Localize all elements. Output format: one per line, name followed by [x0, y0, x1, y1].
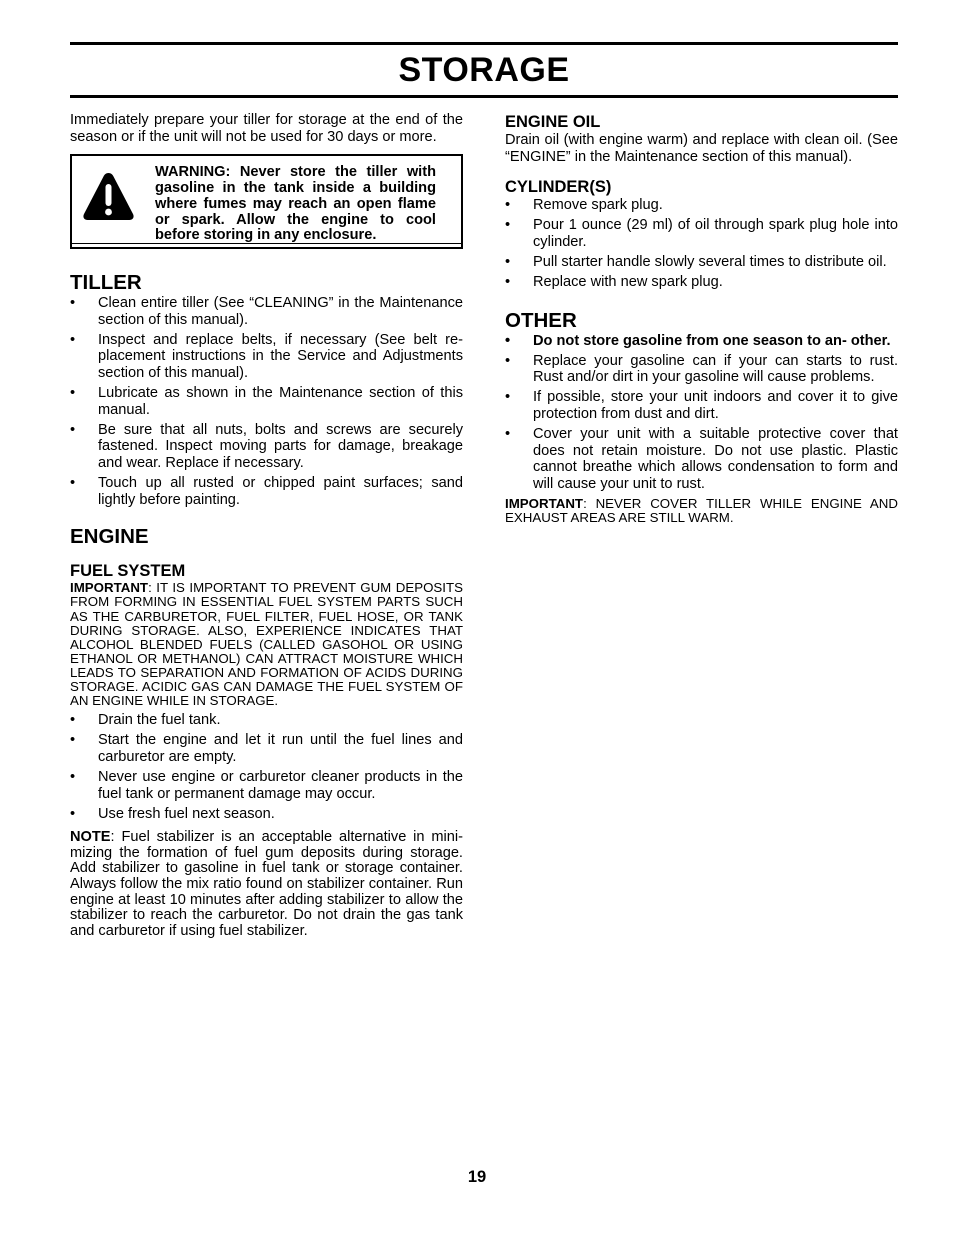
- important-text: : NEVER COVER TILLER WHILE ENGINE AND EXHAUST AREAS ARE STILL WARM.: [505, 495, 898, 525]
- list-item: • Be sure that all nuts, bolts and screws are securely fastened. Inspect moving parts for damage, breakage and wear. Replace if necessary.: [70, 422, 463, 472]
- important-label: IMPORTANT: [70, 580, 149, 596]
- list-item: • Replace with new spark plug.: [505, 274, 898, 291]
- list-item: • Clean entire tiller (See “CLEANING” in the Maintenance section of this manual).: [70, 295, 463, 328]
- warning-box: [70, 154, 463, 249]
- warning-text: WARNING: Never store the tiller with gasoline in the tank inside a building where fumes may reach an open flame or spark. Allow the engine to cool before storing in any enclosure.: [155, 164, 436, 244]
- left-column: [70, 112, 463, 939]
- intro-paragraph: Immediately prepare your tiller for storage at the end of the season or if the unit will not be used for 30 days or more.: [70, 112, 463, 145]
- list-item: • Pull starter handle slowly several times to distribute oil.: [505, 254, 898, 271]
- top-rule: [70, 42, 898, 45]
- list-item: • If possible, store your unit indoors and cover it to give protection from dust and dirt.: [505, 389, 898, 422]
- list-item: • Use fresh fuel next season.: [70, 806, 463, 823]
- other-heading: OTHER: [505, 308, 577, 332]
- fuel-system-list: [70, 712, 463, 822]
- list-item: • Replace your gasoline can if your can starts to rust. Rust and/or dirt in your gasoline will cause problems.: [505, 353, 898, 386]
- engine-oil-heading: ENGINE OIL: [505, 113, 601, 131]
- list-item: • Never use engine or carburetor cleaner products in the fuel tank or permanent damage may occur.: [70, 769, 463, 802]
- list-item: • Inspect and replace belts, if necessary (See belt re- placement instructions in the Service and Adjustments section of this manual).: [70, 332, 463, 382]
- note-label: NOTE: [70, 829, 111, 846]
- other-important: [505, 497, 898, 525]
- warning-box-inner-rule: [72, 243, 461, 244]
- list-item: • Cover your unit with a suitable protective cover that does not retain moisture. Do not use plastic. Plastic cannot breathe which allows condensation to form and will cause your unit to rust.: [505, 426, 898, 492]
- list-item: • Lubricate as shown in the Maintenance section of this manual.: [70, 385, 463, 418]
- list-item: • Drain the fuel tank.: [70, 712, 463, 729]
- warning-triangle-icon: [81, 170, 136, 222]
- cylinders-heading: CYLINDER(S): [505, 178, 612, 197]
- important-label: IMPORTANT: [505, 495, 584, 511]
- title-rule: [70, 95, 898, 98]
- list-item: • Do not store gasoline from one season to an- other.: [505, 333, 898, 350]
- list-item: • Remove spark plug.: [505, 197, 898, 214]
- fuel-stabilizer-note: [70, 830, 463, 939]
- important-text: : IT IS IMPORTANT TO PREVENT GUM DEPOSITS FROM FORMING IN ESSENTIAL FUEL SYSTEM PARTS SUCH AS THE CARBURETOR, FUEL FILTER, FUEL HOSE, OR TANK DURING STORAGE. ALSO, EXPERIENCE INDICATES THAT ALCOHOL BLENDED FUELS (CALLED GASOHOL OR USING ETHANOL OR METHANOL) CAN ATTRACT MOISTURE WHICH LEADS TO SEPARATION AND FORMATION OF ACIDS DURING STORAGE. ACIDIC GAS CAN DAMAGE THE FUEL SYSTEM OF AN ENGINE WHILE IN STORAGE.: [70, 580, 463, 709]
- list-item: • Touch up all rusted or chipped paint surfaces; sand lightly before painting.: [70, 475, 463, 508]
- other-list: [505, 333, 898, 493]
- list-item: • Start the engine and let it run until the fuel lines and carburetor are empty.: [70, 732, 463, 765]
- fuel-system-heading: FUEL SYSTEM: [70, 562, 186, 581]
- cylinders-list: [505, 197, 898, 290]
- note-text: : Fuel stabilizer is an acceptable alternative in mini- mizing the formation of fuel gum deposits during storage. Add stabilizer to gasoline in fuel tank or storage container. Always follow the mix ratio found on stabilizer container. Run engine at least 10 minutes after adding stabilizer to allow the stabilizer to reach the carburetor. Do not drain the gas tank and carburetor if using fuel stabilizer.: [70, 829, 463, 939]
- right-column: [505, 112, 898, 525]
- engine-heading: ENGINE: [70, 525, 149, 549]
- tiller-heading: TILLER: [70, 271, 142, 295]
- page-number: 19: [467, 1168, 487, 1186]
- fuel-system-important: [70, 581, 463, 708]
- list-item: • Pour 1 ounce (29 ml) of oil through spark plug hole into cylinder.: [505, 217, 898, 250]
- tiller-list: [70, 295, 463, 508]
- page-title: STORAGE: [398, 51, 570, 89]
- engine-oil-text: Drain oil (with engine warm) and replace with clean oil. (See “ENGINE” in the Maintenance section of this manual).: [505, 132, 898, 165]
